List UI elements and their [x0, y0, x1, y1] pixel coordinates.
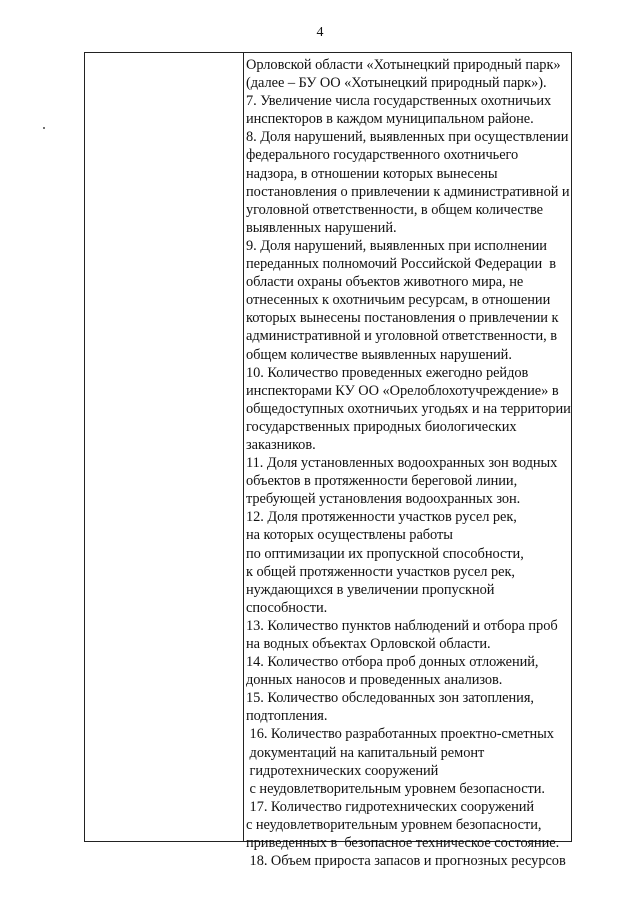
text-line: Орловской области «Хотынецкий природный парк»	[246, 57, 561, 73]
text-line: 14. Количество отбора проб донных отложений,	[246, 654, 539, 671]
text-line: 16. Количество разработанных проектно-сметных	[246, 726, 554, 743]
text-line: 10. Количество проведенных ежегодно рейдов	[246, 364, 529, 381]
text-line: 18. Объем прироста запасов и прогнозных ресурсов	[246, 853, 566, 870]
text-line: на водных объектах Орловской области.	[246, 636, 491, 652]
column-divider	[243, 53, 244, 841]
text-line: административной и уголовной ответственности, в	[246, 328, 557, 345]
document-table	[84, 52, 572, 870]
text-line: способности.	[246, 599, 328, 616]
text-line: (далее – БУ ОО «Хотынецкий природный парк»).	[246, 75, 547, 92]
text-line: 7. Увеличение числа государственных охотничьих	[246, 93, 552, 110]
text-line: 12. Доля протяженности участков русел рек,	[246, 509, 517, 526]
text-line: области охраны объектов животного мира, не	[246, 274, 524, 291]
text-line: с неудовлетворительным уровнем безопасности,	[246, 816, 542, 833]
text-line: нуждающихся в увеличении пропускной	[246, 581, 495, 598]
text-line: переданных полномочий Российской Федерации в	[246, 256, 556, 273]
text-line: которых вынесены постановления о привлечении к	[246, 310, 559, 327]
text-line: общедоступных охотничьих угодьях и на территории	[246, 400, 571, 417]
text-line: по оптимизации их пропускной способности,	[246, 545, 524, 562]
text-line: заказников.	[246, 436, 316, 453]
text-line: 9. Доля нарушений, выявленных при исполнении	[246, 237, 547, 254]
text-line: 15. Количество обследованных зон затопления,	[246, 690, 534, 707]
text-line: с неудовлетворительным уровнем безопасности.	[246, 780, 545, 797]
right-cell-text	[246, 56, 571, 870]
text-line: инспекторами КУ ОО «Орелоблохотучреждение» в	[246, 382, 559, 399]
text-line: приведенных в безопасное техническое состояние.	[246, 835, 560, 852]
text-line: подтопления.	[246, 708, 328, 725]
text-line: выявленных нарушений.	[246, 219, 397, 236]
text-line: гидротехнических сооружений	[246, 762, 439, 779]
text-line: 17. Количество гидротехнических сооружений	[246, 798, 535, 815]
page-number: 4	[316, 25, 324, 40]
scan-speck	[43, 127, 45, 129]
text-line: донных наносов и проведенных анализов.	[246, 672, 503, 689]
text-line: постановления о привлечении к административной и	[246, 183, 570, 200]
text-line: 13. Количество пунктов наблюдений и отбора проб	[246, 617, 558, 634]
text-line: надзора, в отношении которых вынесены	[246, 165, 498, 182]
text-line: объектов в протяженности береговой линии,	[246, 473, 518, 490]
text-line: уголовной ответственности, в общем количестве	[246, 201, 544, 218]
text-line: 11. Доля установленных водоохранных зон водных	[246, 455, 558, 472]
text-line: к общей протяженности участков русел рек,	[246, 563, 515, 580]
text-line: отнесенных к охотничьим ресурсам, в отношении	[246, 292, 551, 309]
text-line: на которых осуществлены работы	[246, 527, 453, 544]
text-line: требующей установления водоохранных зон.	[246, 491, 521, 508]
text-line: 8. Доля нарушений, выявленных при осуществлении	[246, 129, 569, 146]
text-line: документаций на капитальный ремонт	[246, 744, 485, 761]
text-line: общем количестве выявленных нарушений.	[246, 346, 512, 363]
text-line: федерального государственного охотничьего	[246, 147, 519, 164]
text-line: государственных природных биологических	[246, 418, 517, 435]
text-line: инспекторов в каждом муниципальном районе.	[246, 111, 534, 128]
